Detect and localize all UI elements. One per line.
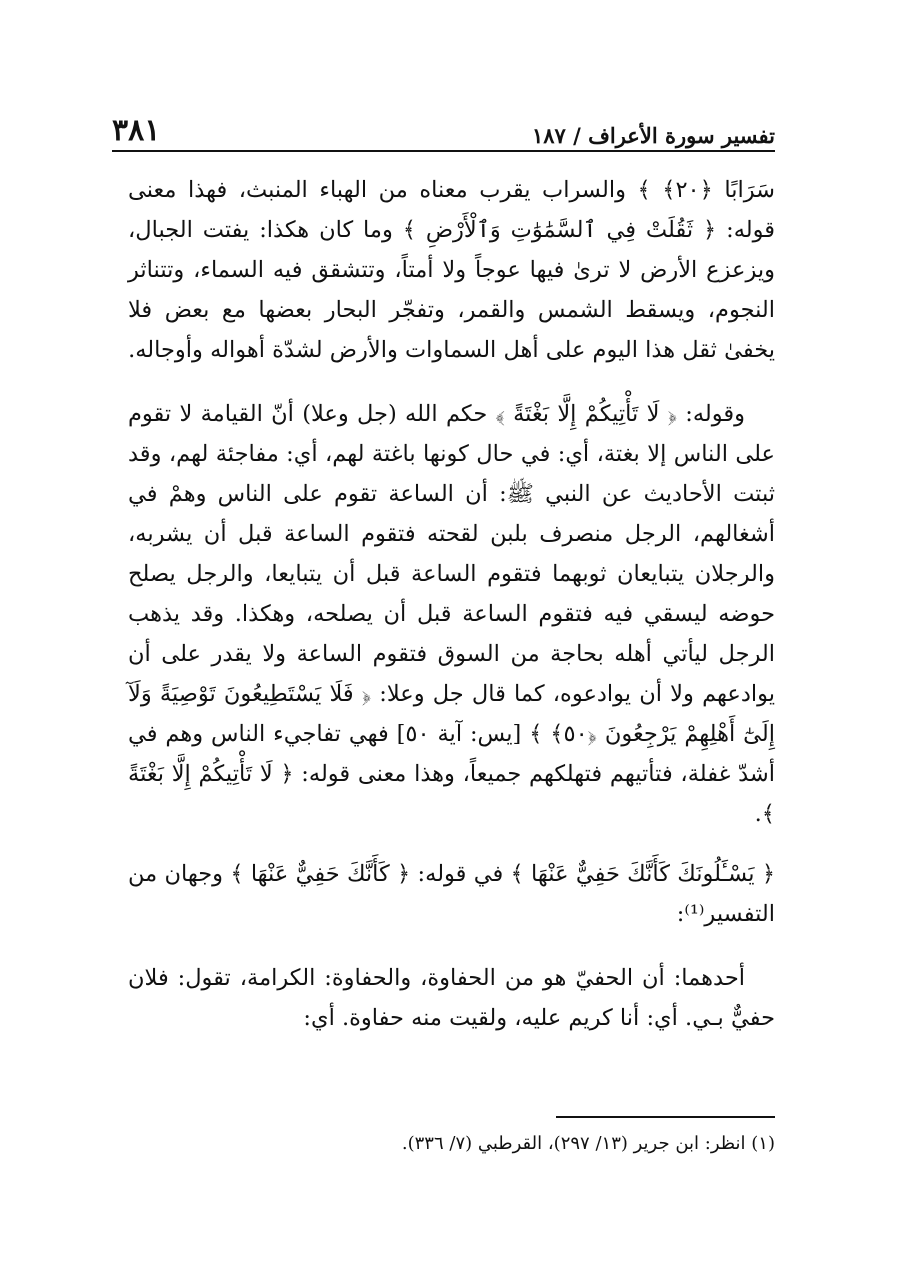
page-header [112, 108, 775, 148]
footnote-rule [556, 1116, 775, 1118]
page-number: ٣٨١ [112, 113, 161, 148]
page-body [128, 170, 775, 1038]
running-title: تفسير سورة الأعراف / ١٨٧ [531, 123, 775, 148]
paragraph-2 [128, 394, 775, 834]
paragraph-4-text: أحدهما: أن الحفيّ هو من الحفاوة، والحفاوة: الكرامة، تقول: فلان حفيٌّ بـي. أي: أنا كريم عليه، ولقيت منه حفاوة. أي: [128, 965, 775, 1031]
footnote: (١) انظر: ابن جرير (١٣/ ٢٩٧)، القرطبي (٧/ ٣٣٦). [401, 1133, 775, 1154]
paragraph-2-text: وقوله: ﴿ لَا تَأْتِيكُمْ إِلَّا بَغْتَةً ﴾ حكم الله (جل وعلا) أنّ القيامة لا تقوم على الناس إلا بغتة، أي: في حال كونها باغتة لهم، أي: مفاجئة لهم، وقد ثبتت الأحاديث عن النبي ﷺ: أن الساعة تقوم على الناس وهمْ في أشغالهم، الرجل منصرف بلبن لقحته فتقوم الساعة قبل أن يشربه، والرجلان يتبايعان ثوبهما فتقوم الساعة قبل أن يتبايعا، والرجل يصلح حوضه ليسقي فيه فتقوم الساعة قبل أن يصلحه، وهكذا. وقد يذهب الرجل ليأتي أهله بحاجة من السوق فتقوم الساعة ولا يقدر على أن يوادعهم ولا أن يوادعوه، كما قال جل وعلا: ﴿ فَلَا يَسْتَطِيعُونَ تَوْصِيَةً وَلَآ إِلَىٰٓ أَهْلِهِمْ يَرْجِعُونَ ﴿٥٠﴾ ﴾ [يس: آية ٥٠] فهي تفاجيء الناس وهم في أشدّ غفلة، فتأتيهم فتهلكهم جميعاً، وهذا معنى قوله: ﴿ لَا تَأْتِيكُمْ إِلَّا بَغْتَةً ﴾. [128, 401, 776, 827]
paragraph-4 [128, 958, 775, 1038]
header-rule [112, 150, 775, 152]
paragraph-3: ﴿ يَسْـَٔلُونَكَ كَأَنَّكَ حَفِيٌّ عَنْهَا ﴾ في قوله: ﴿ كَأَنَّكَ حَفِيٌّ عَنْهَا ﴾ وجهان من التفسير⁽¹⁾: [128, 861, 775, 927]
paragraph-1: سَرَابًا ﴿٢٠﴾ ﴾ والسراب يقرب معناه من الهباء المنبث، فهذا معنى قوله: ﴿ ثَقُلَتْ فِي ٱلسَّمَٰوَٰتِ وَٱلْأَرْضِ ﴾ وما كان هكذا: يفتت الجبال، ويزعزع الأرض لا ترىٰ فيها عوجاً ولا أمتاً، وتتشقق فيه السماء، وتتناثر النجوم، ويسقط الشمس والقمر، وتفجّر البحار بعضها مع بعض فلا يخفىٰ ثقل هذا اليوم على أهل السماوات والأرض لشدّة أهواله وأوجاله. [128, 177, 775, 363]
